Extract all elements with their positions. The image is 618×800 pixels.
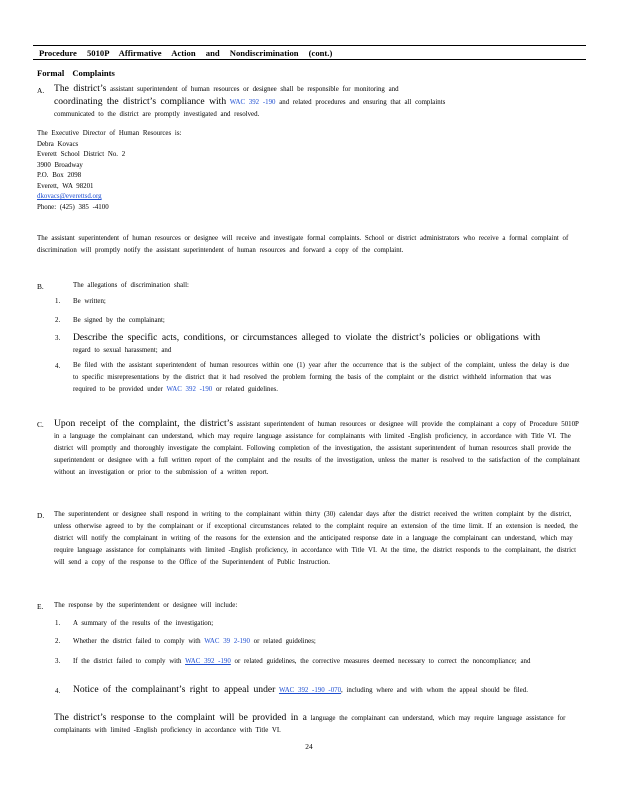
list-item-text-2: or related guidelines. [212, 386, 278, 393]
section-e-closing [54, 712, 582, 737]
wac-link[interactable]: WAC 392 -190 -070 [278, 687, 342, 694]
header-bottom-rule [33, 59, 586, 60]
list-item-lead: Notice of the complainant’s right to appeal under [73, 684, 276, 695]
section-d-label: D. [37, 511, 45, 520]
email-link[interactable]: dkovacs@everettsd.org [37, 193, 102, 200]
contact-line: Debra Kovacs [37, 140, 79, 148]
section-a-paragraph-1 [54, 83, 594, 121]
list-number: 4. [55, 688, 61, 695]
list-item [73, 656, 573, 668]
list-item-text-2: , including where and with whom the appeal should be filed. [341, 687, 528, 694]
section-a-text: assistant superintendent of human resources or designee shall be responsible for monitoring and [106, 86, 399, 93]
closing-lead: The district’s response to the complaint will be provided in a [54, 712, 307, 723]
subheading-formal-complaints: Formal Complaints [37, 68, 115, 78]
list-item-text: Whether the district failed to comply with [73, 638, 201, 645]
section-a-text-3: communicated to the district are promptly investigated and resolved. [54, 111, 260, 118]
contact-line: P.O. Box 2098 [37, 172, 82, 179]
list-number: 2. [55, 638, 61, 645]
list-item-text: If the district failed to comply with [73, 658, 182, 665]
section-d-paragraph: The superintendent or designee shall respond in writing to the complainant within thirty (30) calendar days after the district received the written complaint by the district, unless otherwise agreed to by the complainant or if exceptional circumstances related to the complaint require an extension of the time limit. If an extension is needed, the district will notify the complainant in writing of the reasons for the extension and the anticipated response date in a language the complainant can understand, which may require language assistance for complainants with limited -English proficiency, in accordance with Title VI. At the time, the district responds to the complainant, the district will send a copy of the response to the Office of the Superintendent of Public Instruction. [54, 511, 578, 566]
list-number: 1. [55, 298, 61, 305]
list-item [73, 684, 573, 697]
list-item-text: Be filed with the assistant superintendent of human resources within one (1) year after the occurrence that is the subject of the complaint, unless the delay is due to specific misrepresentations by the district that it had resolved the problem forming the basis of the complaint or the district withheld information that was required to be provided under [73, 362, 570, 393]
contact-line: The Executive Director of Human Resources is: [37, 130, 182, 137]
list-number: 3. [55, 335, 61, 342]
section-a-paragraph-2: The assistant superintendent of human resources or designee will receive and investigate formal complaints. School or district administrators who receive a formal complaint of discrimination will promptly notify the assistant superintendent of human resources and forward a copy of the complaint. [37, 235, 569, 254]
page-number: 24 [305, 742, 313, 751]
section-e-intro: The response by the superintendent or designee will include: [54, 602, 238, 609]
contact-line: 3900 Broadway [37, 161, 83, 169]
section-a-label: A. [37, 86, 45, 95]
section-b-intro: The allegations of discrimination shall: [73, 282, 189, 289]
list-number: 2. [55, 317, 61, 324]
section-c-text: assistant superintendent of human resources or designee will provide the complainant a copy of Procedure 5010P in a language the complainant can understand, which may require language assistance for complainants with limited -English proficiency, in accordance with Title VI. The district will promptly and thoroughly investigate the complaint. Following completion of the investigation, the assistant superintendent of human resources shall provide the superintendent or designee with a full written report of the complaint and the results of the investigation, unless the matter is resolved to the satisfaction of the complainant without an investigation or prior to the submission of a written report. [54, 421, 580, 476]
list-item: Be signed by the complainant; [73, 317, 165, 324]
closing-text: language the complainant can understand, which may require language assistance for complainants with limited -English proficiency in accordance with Title VI. [54, 715, 566, 734]
list-number: 3. [55, 658, 61, 665]
section-c-paragraph [54, 418, 582, 479]
list-item: A summary of the results of the investigation; [73, 620, 214, 627]
list-item [73, 360, 573, 396]
contact-block [37, 129, 337, 213]
list-item-text: regard to sexual harassment; and [73, 347, 172, 354]
header-top-rule [33, 45, 586, 46]
contact-line: Everett School District No. 2 [37, 151, 126, 158]
section-c-lead: Upon receipt of the complaint, the district’s [54, 418, 234, 429]
section-a-coordinating: coordinating the district’s compliance with [54, 96, 227, 107]
list-number: 1. [55, 620, 61, 627]
contact-phone: Phone: (425) 385 -4100 [37, 203, 109, 211]
wac-link[interactable]: WAC 39 2-190 [204, 638, 250, 645]
section-a-lead: The district’s [54, 83, 107, 94]
section-b-label: B. [37, 282, 44, 291]
section-c-label: C. [37, 420, 44, 429]
contact-line: Everett, WA 98201 [37, 182, 94, 190]
wac-link[interactable]: WAC 392 -190 [229, 99, 276, 106]
wac-link[interactable]: WAC 392 -190 [185, 658, 231, 665]
wac-link[interactable]: WAC 392 -190 [166, 386, 213, 393]
section-e-label: E. [37, 602, 44, 611]
list-number: 4. [55, 363, 61, 370]
section-a-text-2: and related procedures and ensuring that all complaints [275, 99, 446, 106]
list-item: Be written; [73, 298, 106, 305]
list-item [73, 636, 573, 648]
list-item-text-2: or related guidelines; [249, 638, 316, 645]
list-item-text-2: or related guidelines, the corrective measures deemed necessary to correct the noncompliance; and [230, 658, 531, 665]
list-item [73, 332, 573, 357]
procedure-header: Procedure 5010P Affirmative Action and Nondiscrimination (cont.) [39, 48, 333, 58]
list-item-lead: Describe the specific acts, conditions, or circumstances alleged to violate the district’s policies or obligations with [73, 332, 541, 343]
